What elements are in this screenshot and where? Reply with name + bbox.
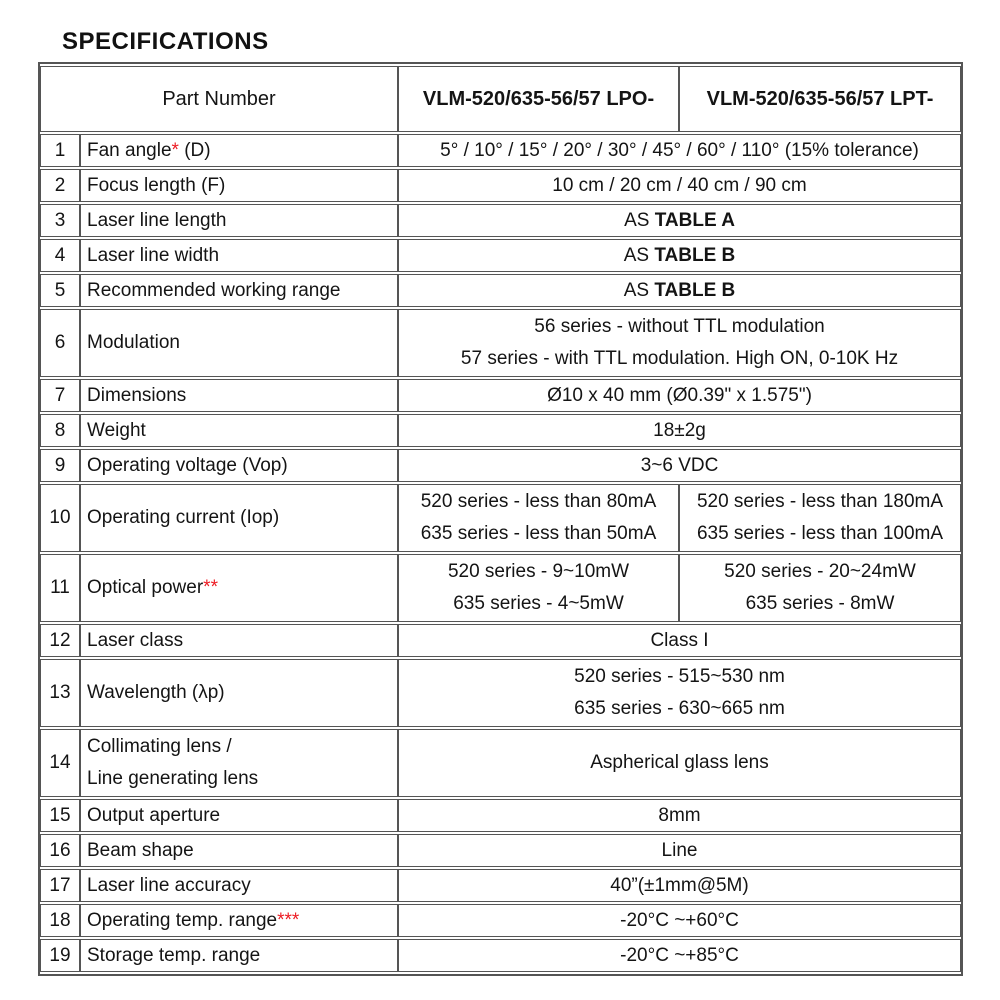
lpo-column-header-cell: VLM-520/635-56/57 LPO- (398, 66, 679, 132)
text-segment: -20°C ~+60°C (620, 909, 739, 931)
cell-line (405, 208, 954, 234)
text-segment: Focus length (F) (87, 174, 226, 196)
part-number-header-cell: Part Number (40, 66, 398, 132)
row-number: 6 (40, 309, 80, 377)
footnote-asterisk: ** (203, 577, 218, 598)
spec-row-17 (40, 869, 961, 902)
text-segment: Line (661, 839, 698, 861)
cell-line (405, 873, 954, 899)
row-number: 14 (40, 729, 80, 797)
text-segment: Output aperture (87, 804, 221, 826)
spec-row-8 (40, 414, 961, 447)
text-segment: 18±2g (653, 419, 706, 441)
row-label (80, 554, 398, 622)
row-number: 12 (40, 624, 80, 657)
row-label (80, 204, 398, 237)
text-segment: Laser line width (87, 244, 220, 266)
text-segment: TABLE A (654, 209, 735, 231)
cell-line (87, 677, 391, 709)
row-number: 11 (40, 554, 80, 622)
row-label (80, 414, 398, 447)
spec-table-body (40, 134, 961, 972)
row-value (398, 379, 961, 412)
text-segment: 635 series - 4~5mW (453, 593, 624, 614)
row-value (398, 204, 961, 237)
spec-row-13 (40, 659, 961, 727)
row-label (80, 484, 398, 552)
text-segment: 635 series - less than 50mA (420, 523, 657, 544)
cell-line (686, 556, 954, 588)
text-segment: Recommended working range (87, 279, 341, 301)
spec-row-14 (40, 729, 961, 797)
row-label (80, 274, 398, 307)
row-value (398, 239, 961, 272)
row-label (80, 624, 398, 657)
text-segment: Class I (650, 629, 709, 651)
cell-line (87, 278, 391, 304)
row-label (80, 239, 398, 272)
lpt-column-header-cell: VLM-520/635-56/57 LPT- (679, 66, 961, 132)
row-value-lpo (398, 484, 679, 552)
row-label (80, 134, 398, 167)
text-segment: -20°C ~+85°C (620, 944, 739, 966)
text-segment: 57 series - with TTL modulation. High ON, 0-10K Hz (460, 348, 899, 369)
text-segment: Operating current (Iop) (87, 507, 280, 528)
row-number: 2 (40, 169, 80, 202)
table-header-row (40, 66, 961, 132)
spec-row-1 (40, 134, 961, 167)
row-label (80, 834, 398, 867)
text-segment: AS (623, 244, 655, 266)
row-label (80, 939, 398, 972)
text-segment: 635 series - 630~665 nm (574, 698, 785, 719)
spec-row-7 (40, 379, 961, 412)
text-segment: 520 series - less than 180mA (696, 491, 944, 512)
cell-line (87, 383, 391, 409)
text-segment: TABLE B (654, 279, 736, 301)
row-value (398, 274, 961, 307)
row-value (398, 134, 961, 167)
cell-line (405, 908, 954, 934)
text-segment: Wavelength (λp) (87, 682, 225, 703)
row-label (80, 904, 398, 937)
text-segment: 56 series - without TTL modulation (534, 316, 825, 337)
text-segment: Laser line accuracy (87, 874, 251, 896)
row-number: 18 (40, 904, 80, 937)
cell-line (405, 803, 954, 829)
spec-row-10 (40, 484, 961, 552)
row-label (80, 449, 398, 482)
text-segment: 520 series - less than 80mA (420, 491, 657, 512)
cell-line (405, 518, 672, 550)
row-number: 16 (40, 834, 80, 867)
text-segment: Optical power (87, 577, 204, 598)
text-segment: 520 series - 9~10mW (447, 561, 630, 582)
cell-line (87, 838, 391, 864)
text-segment: 635 series - 8mW (745, 593, 895, 614)
row-number: 4 (40, 239, 80, 272)
cell-line (405, 243, 954, 269)
cell-line (87, 327, 391, 359)
row-number: 9 (40, 449, 80, 482)
row-value (398, 449, 961, 482)
text-segment: Operating temp. range (87, 909, 278, 931)
row-number: 15 (40, 799, 80, 832)
spec-row-12 (40, 624, 961, 657)
text-segment: Weight (87, 419, 146, 441)
spec-row-6 (40, 309, 961, 377)
text-segment: 520 series - 515~530 nm (574, 666, 785, 687)
spec-row-11 (40, 554, 961, 622)
cell-line (405, 418, 954, 444)
row-value-lpt (679, 484, 961, 552)
cell-line (87, 763, 391, 795)
spec-row-5 (40, 274, 961, 307)
text-segment: Modulation (87, 332, 180, 353)
cell-line (405, 138, 954, 164)
text-segment: Aspherical glass lens (590, 752, 769, 773)
text-segment: 40”(±1mm@5M) (610, 874, 749, 896)
text-segment: 3~6 VDC (640, 454, 719, 476)
row-number: 5 (40, 274, 80, 307)
footnote-asterisk: * (171, 139, 179, 161)
cell-line (686, 588, 954, 620)
text-segment: Operating voltage (Vop) (87, 454, 288, 476)
text-segment: (D) (178, 139, 211, 161)
cell-line (87, 138, 391, 164)
cell-line (87, 453, 391, 479)
text-segment: 10 cm / 20 cm / 40 cm / 90 cm (552, 174, 807, 196)
cell-line (87, 418, 391, 444)
row-label (80, 659, 398, 727)
row-number: 1 (40, 134, 80, 167)
text-segment: AS (623, 279, 655, 301)
row-value (398, 834, 961, 867)
cell-line (87, 873, 391, 899)
text-segment: Laser class (87, 629, 184, 651)
row-label (80, 729, 398, 797)
spec-row-2 (40, 169, 961, 202)
row-label (80, 169, 398, 202)
text-segment: Beam shape (87, 839, 194, 861)
text-segment: Collimating lens / (87, 736, 232, 757)
text-segment: 520 series - 20~24mW (724, 561, 916, 582)
text-segment: Line generating lens (87, 768, 259, 789)
cell-line (405, 588, 672, 620)
spec-row-15 (40, 799, 961, 832)
cell-line (87, 173, 391, 199)
specifications-table (38, 62, 963, 976)
row-number: 7 (40, 379, 80, 412)
row-label (80, 379, 398, 412)
cell-line (405, 943, 954, 969)
cell-line (405, 628, 954, 654)
row-number: 17 (40, 869, 80, 902)
text-segment: Dimensions (87, 384, 187, 406)
cell-line (405, 486, 672, 518)
cell-line (405, 383, 954, 409)
row-value-lpo (398, 554, 679, 622)
cell-line (87, 208, 391, 234)
row-value (398, 309, 961, 377)
cell-line (686, 518, 954, 550)
cell-line (87, 803, 391, 829)
text-segment: 8mm (658, 804, 701, 826)
cell-line (405, 278, 954, 304)
spec-row-18 (40, 904, 961, 937)
text-segment: Laser line length (87, 209, 227, 231)
spec-row-4 (40, 239, 961, 272)
row-value (398, 904, 961, 937)
text-segment: TABLE B (654, 244, 736, 266)
row-value (398, 799, 961, 832)
cell-line (87, 502, 391, 534)
text-segment: 5° / 10° / 15° / 20° / 30° / 45° / 60° / 110° (15% tolerance) (440, 139, 919, 161)
row-label (80, 869, 398, 902)
spec-row-9 (40, 449, 961, 482)
row-label (80, 799, 398, 832)
cell-line (405, 556, 672, 588)
row-number: 19 (40, 939, 80, 972)
cell-line (686, 486, 954, 518)
row-value (398, 939, 961, 972)
cell-line (405, 173, 954, 199)
row-number: 3 (40, 204, 80, 237)
cell-line (405, 311, 954, 343)
spec-row-16 (40, 834, 961, 867)
cell-line (405, 661, 954, 693)
page-title: SPECIFICATIONS (62, 28, 269, 55)
text-segment: AS (624, 209, 655, 231)
row-value-lpt (679, 554, 961, 622)
cell-line (87, 943, 391, 969)
cell-line (405, 343, 954, 375)
spec-row-3 (40, 204, 961, 237)
cell-line (405, 453, 954, 479)
row-value (398, 869, 961, 902)
text-segment: Fan angle (87, 139, 172, 161)
row-value (398, 729, 961, 797)
row-value (398, 659, 961, 727)
row-number: 8 (40, 414, 80, 447)
text-segment: Ø10 x 40 mm (Ø0.39" x 1.575") (547, 384, 812, 406)
row-number: 13 (40, 659, 80, 727)
text-segment: Storage temp. range (87, 944, 261, 966)
row-value (398, 414, 961, 447)
cell-line (87, 572, 391, 604)
cell-line (87, 731, 391, 763)
spec-row-19 (40, 939, 961, 972)
row-label (80, 309, 398, 377)
cell-line (405, 747, 954, 779)
cell-line (87, 908, 391, 934)
row-value (398, 624, 961, 657)
footnote-asterisk: *** (277, 909, 300, 931)
text-segment: 635 series - less than 100mA (696, 523, 944, 544)
cell-line (405, 838, 954, 864)
cell-line (87, 628, 391, 654)
row-number: 10 (40, 484, 80, 552)
row-value (398, 169, 961, 202)
cell-line (405, 693, 954, 725)
cell-line (87, 243, 391, 269)
